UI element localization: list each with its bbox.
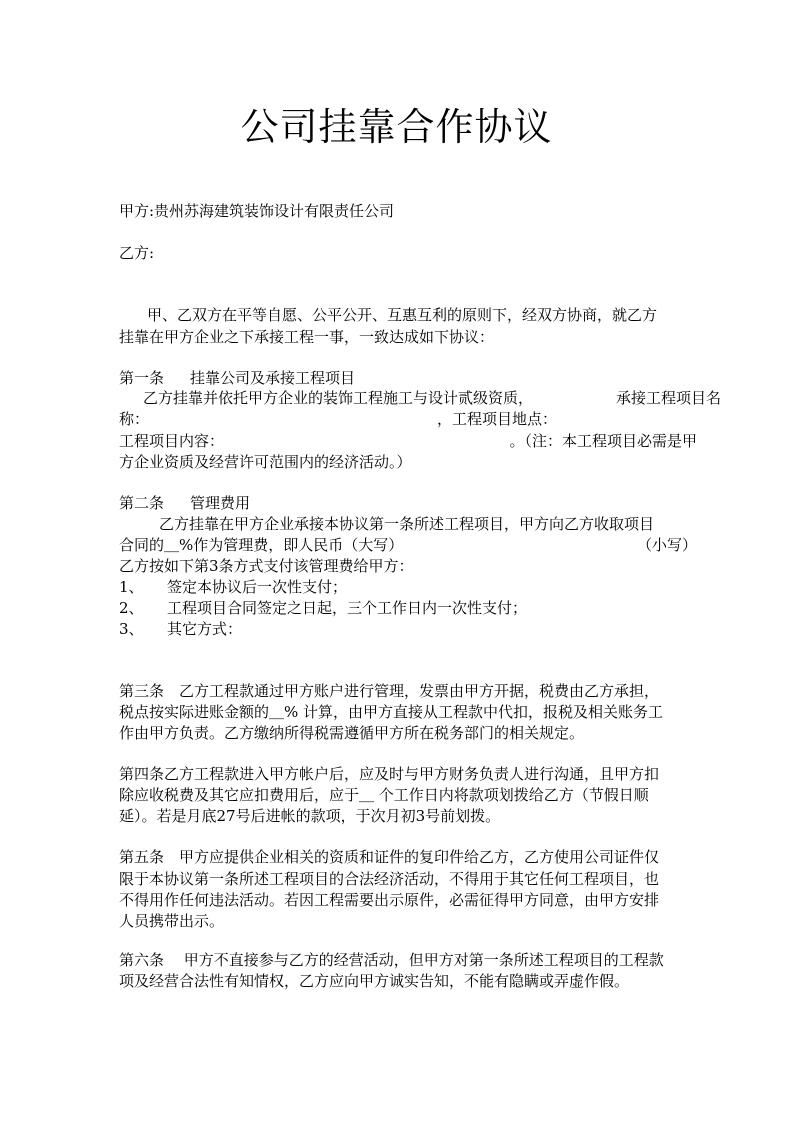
- article-1-line-3: 工程项目内容： 。（注：本工程项目必需是甲: [119, 432, 697, 450]
- article-1-number: 第一条: [119, 369, 165, 387]
- article-5-line-4: 人员携带出示。: [119, 912, 225, 930]
- article-1-line-2: 称： ，工程项目地点：: [119, 410, 558, 428]
- article-1-line-1: 乙方挂靠并依托甲方企业的装饰工程施工与设计贰级资质， 承接工程项目名: [143, 389, 721, 407]
- article-1-heading: [119, 368, 697, 388]
- article-2-heading: [119, 493, 697, 513]
- article-4-line-1: 第四条乙方工程款进入甲方帐户后，应及时与甲方财务负责人进行沟通，且甲方扣: [119, 765, 660, 783]
- article-2-line-2: 合同的＿%作为管理费，即人民币（大写） （小写）: [119, 536, 697, 554]
- article-6-line-1: 第六条 甲方不直接参与乙方的经营活动，但甲方对第一条所述工程项目的工程款: [119, 951, 664, 969]
- article-2-item-3: 3、 其它方式：: [119, 620, 243, 638]
- article-2-number: 第二条: [119, 494, 165, 512]
- article-3-line-1: 第三条 乙方工程款通过甲方账户进行管理，发票由甲方开据，税费由乙方承担，: [119, 682, 660, 700]
- article-2-line-3: 乙方按如下第3条方式支付该管理费给甲方：: [119, 557, 414, 575]
- article-5-line-1: 第五条 甲方应提供企业相关的资质和证件的复印件给乙方，乙方使用公司证件仅: [119, 848, 660, 866]
- article-1-line-4: 方企业资质及经营许可范围内的经济活动。）: [119, 453, 412, 471]
- article-3-line-3: 作由甲方负责。乙方缴纳所得税需遵循甲方所在税务部门的相关规定。: [119, 724, 585, 742]
- article-2-title: 管理费用: [190, 494, 251, 512]
- preamble-line-2: 挂靠在甲方企业之下承接工程一事，一致达成如下协议：: [119, 328, 495, 346]
- article-4-line-2: 除应收税费及其它应扣费用后，应于＿ 个工作日内将款项划拨给乙方（节假日顺: [119, 786, 649, 804]
- preamble-line-1: 甲、乙双方在平等自愿、公平公开、互惠互利的原则下，经双方协商，就乙方: [147, 306, 658, 324]
- article-5-line-2: 限于本协议第一条所述工程项目的合法经济活动，不得用于其它任何工程项目，也: [119, 870, 660, 888]
- article-3-line-2: 税点按实际进账金额的＿% 计算，由甲方直接从工程款中代扣，报税及相关账务工: [119, 703, 664, 721]
- document-title: 公司挂靠合作协议: [240, 105, 553, 149]
- article-2-line-1: 乙方挂靠在甲方企业承接本协议第一条所述工程项目，甲方向乙方收取项目: [159, 515, 655, 533]
- party-a: 甲方:贵州苏海建筑装饰设计有限责任公司: [119, 202, 395, 220]
- article-2-item-2: 2、 工程项目合同签定之日起，三个工作日内一次性支付；: [119, 599, 528, 617]
- article-4-line-3: 延）。若是月底27号后进帐的款项，于次月初3号前划拨。: [119, 807, 501, 825]
- article-2-item-1: 1、 签定本协议后一次性支付；: [119, 578, 348, 596]
- article-5-line-3: 不得用作任何违法活动。若因工程需要出示原件，必需征得甲方同意，由甲方安排: [119, 891, 660, 909]
- article-6-line-2: 项及经营合法性有知情权，乙方应向甲方诚实告知，不能有隐瞒或弄虚作假。: [119, 972, 630, 990]
- party-b: 乙方:: [119, 244, 155, 262]
- article-1-title: 挂靠公司及承接工程项目: [190, 369, 356, 387]
